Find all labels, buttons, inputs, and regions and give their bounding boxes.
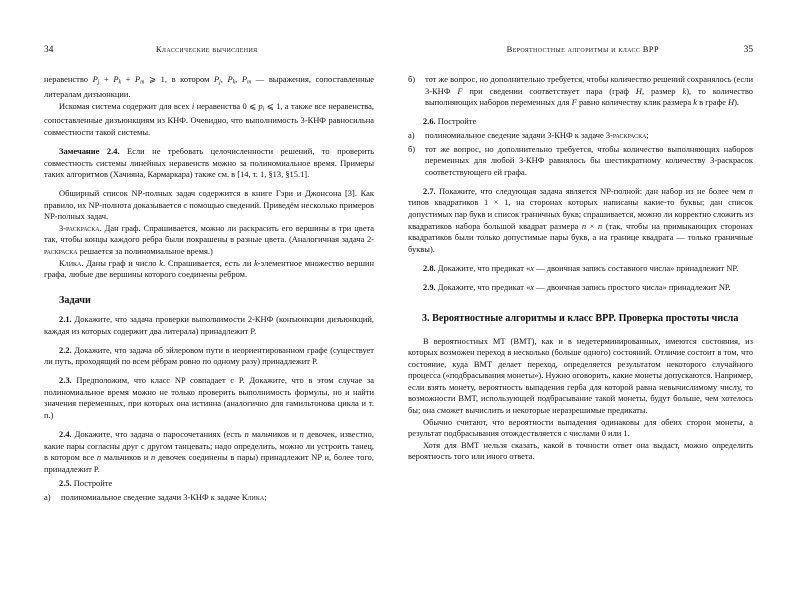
- remark-label: Замечание 2.4.: [59, 146, 120, 157]
- right-body-column: [408, 74, 753, 463]
- list-marker-a: а): [408, 129, 415, 140]
- problem-2-6-list: [408, 130, 753, 179]
- paragraph-system: Искомая система содержит для всех i неравенства 0 ⩽ $p_i$ ⩽ 1, а также все неравенства, сопоставленные дизъюнкциям из КНФ. Очевидно, что выполнимость 3-КНФ равносильна совместности такой системы.: [44, 100, 374, 138]
- problem-number-2-4: 2.4.: [59, 429, 72, 440]
- list-item: [408, 74, 753, 109]
- problem-2-7: 2.7. Покажите, что следующая задача является NP-полной: дан набор из не более чем n типов квадратиков 1 × 1, на сторонах которых написаны какие-то буквы; дан список допустимых пар букв и список граничных букв; спрашивается, можно ли корректно сложить из квадратиков набора большой квадрат размера n × n (так, чтобы на примыкающих сторонах квадратиков были только допустимые пары букв, а на границе квадрата — только граничные буквы).: [408, 185, 753, 254]
- list-item: [44, 492, 374, 504]
- paragraph-clique: Клика. Даны граф и число k. Спрашивается, есть ли k-элементное множество вершин графа, любые две вершины которого соединены ребром.: [44, 257, 374, 280]
- problem-2-6-text: Постройте: [437, 116, 477, 127]
- left-body-column: [44, 74, 374, 503]
- problem-2-1: 2.1. Докажите, что задача проверки выполнимости 2-КНФ (конъюнкции дизъюнкций, каждая из которых содержит два литерала) принадлежит P.: [44, 314, 374, 336]
- paragraph-np-complete-list: Обширный список NP-полных задач содержится в книге Гэри и Джонсона [3]. Как правило, их NP-полнота доказывается с помощью сведений. Приведём несколько примеров NP-полных задач.: [44, 188, 374, 222]
- paragraph-answer-probability: Хотя для ВМТ нельзя сказать, какой в точности ответ она выдаст, можно определить вероятность того или иного ответа.: [408, 439, 753, 462]
- list-item-text: полиномиальное сведение задачи 3-КНФ к задаче 3-раскраска;: [425, 129, 649, 140]
- paragraph-pmt-definition: В вероятностных МТ (ВМТ), как и в недетерминированных, имеются состояния, из которых возможен переход в несколько (больше одного) состояний. Отличие состоит в том, что состояние, куда ВМТ делает переход, определяется результатом некоторого случайного процесса («подбрасывания монеты»). Нужно оговорить, какие монеты допускаются. Например, если взять монету, вероятность выпадения герба для которой равна невычислимому числу, то возможности ВМТ, использующей подбрасывание такой монеты, будут больше, чем хотелось бы; она сможет вычислить и некоторые неразрешимые предикаты.: [408, 335, 754, 416]
- paragraph-3-coloring: 3-раскраска. Дан граф. Спрашивается, можно ли раскрасить его вершины в три цвета так, чтобы концы каждого ребра были покрашены в разные цвета. (Аналогичная задача 2-раскраска решается за полиномиальное время.): [44, 222, 374, 256]
- problem-2-2: 2.2. Докажите, что задача об эйлеровом пути в неориентированном графе (существует ли путь, проходящий по всем рёбрам ровно по одному разу) принадлежит P.: [44, 344, 374, 367]
- running-head-right: [408, 44, 753, 60]
- problem-number-2-1: 2.1.: [59, 314, 72, 325]
- term-3-coloring: 3-раскраска.: [59, 222, 102, 233]
- section-title: Вероятностные алгоритмы и класс BPP. Проверка простоты числа: [432, 313, 739, 325]
- list-item: [408, 130, 753, 142]
- problem-number-2-6: 2.6.: [423, 116, 436, 127]
- heading-problems: Задачи: [59, 294, 91, 306]
- folio-right: 35: [743, 45, 753, 55]
- list-marker-b: б): [408, 74, 416, 84]
- section-heading-3: [422, 312, 753, 326]
- problem-2-9: 2.9. Докажите, что предикат «x — двоичная запись простого числа» принадлежит NP.: [423, 281, 731, 292]
- problem-2-5-continued-list: [408, 74, 753, 109]
- running-head-title-right: Вероятностные алгоритмы и класс BPP: [506, 44, 660, 54]
- running-head-left: [44, 44, 374, 60]
- problem-number-2-9: 2.9.: [423, 281, 436, 292]
- problem-number-2-2: 2.2.: [59, 344, 72, 355]
- list-item-text: тот же вопрос, но дополнительно требуется, чтобы количество выполняющих наборов переменных для любой 3-КНФ равнялось бы шестикратному количеству 3-раскрасок соответствующего ей графа.: [425, 143, 753, 177]
- list-item-text: тот же вопрос, но дополнительно требуется, чтобы количество решений сохранялось (если 3-КНФ F при сведении соответствует пара (граф H, размер k), то количество выполняющих наборов переменных для F равно количеству клик размера k в графе H).: [425, 74, 754, 108]
- paragraph-coin-probability: Обычно считают, что вероятности выпадения одинаковы для обеих сторон монеты, а результат подбрасывания отождествляется с числами 0 или 1.: [408, 416, 753, 439]
- list-marker-a: а): [44, 491, 51, 502]
- problem-number-2-7: 2.7.: [423, 185, 436, 196]
- problem-2-4: 2.4. Докажите, что задача о паросочетаниях (есть n мальчиков и n девочек, известно, какие пары согласны друг с другом танцевать; надо определить, можно ли устроить танец, в котором все n мальчиков и n девочек соединены в пары) принадлежит NP и, более того, принадлежит P.: [44, 429, 374, 474]
- term-clique: Клика.: [59, 257, 84, 268]
- page-right: [396, 0, 792, 612]
- running-head-title-left: Классические вычисления: [155, 44, 258, 54]
- problem-2-5-text: Постройте: [73, 478, 113, 489]
- list-item-text: полиномиальное сведение задачи 3-КНФ к задаче Клика;: [61, 491, 267, 502]
- problem-number-2-8: 2.8.: [423, 262, 436, 273]
- problem-2-6: [408, 116, 753, 128]
- paragraph-remark-2-4: Замечание 2.4. Если не требовать целочисленности решений, то проверить совместность системы линейных неравенств можно за полиномиальное время. Примеры таких алгоритмов (Хачияна, Кармаркара) также см. в [14, т. 1, §13, §15.1].: [44, 146, 375, 180]
- problem-number-2-3: 2.3.: [59, 375, 72, 386]
- list-item: [408, 144, 753, 179]
- paragraph-inequality: неравенство $P_j + P_k + P_m$ ⩾ 1, в котором $P_j$, $P_k$, $P_m$ — выражения, сопоставленные литералам дизъюнкции.: [44, 74, 374, 99]
- problem-2-5: [44, 478, 374, 490]
- folio-left: 34: [44, 45, 54, 55]
- problem-2-8: 2.8. Докажите, что предикат «x — двоичная запись составного числа» принадлежит NP.: [423, 262, 739, 273]
- problem-2-5-list: [44, 492, 374, 504]
- list-marker-b: б): [408, 143, 416, 154]
- problem-2-3: 2.3. Предположим, что класс NP совпадает с P. Докажите, что в этом случае за полиномиальное время можно не только проверить выполнимость формулы, но и найти значения переменных, при которых она истинна (аналогично для гамильтонова цикла и т. п.): [44, 375, 374, 420]
- section-number: 3.: [422, 313, 430, 325]
- problem-number-2-5: 2.5.: [59, 478, 72, 489]
